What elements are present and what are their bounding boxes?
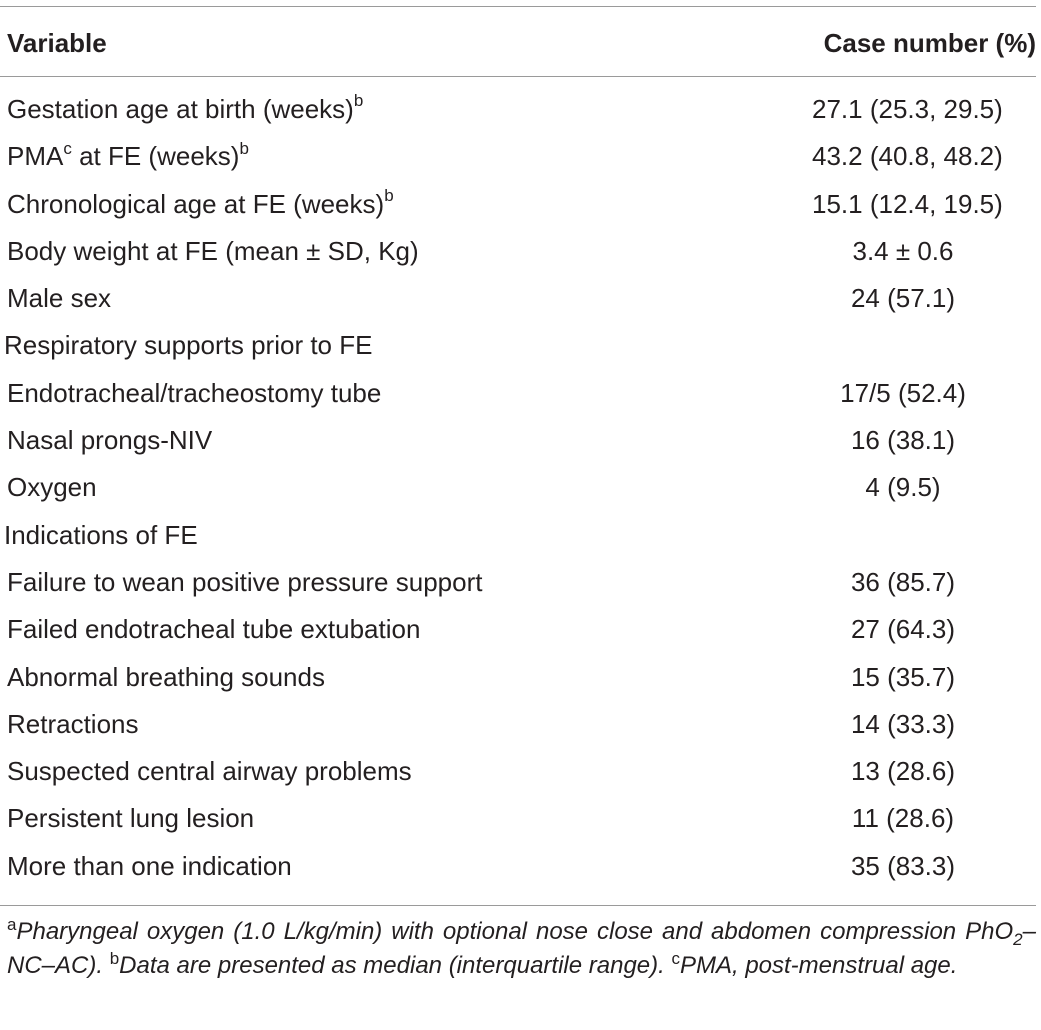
row-label: More than one indication [7, 850, 292, 881]
row-label: Oxygen [7, 472, 97, 503]
footnote-mark: c [63, 138, 72, 158]
table-row [0, 797, 1036, 844]
row-label: Failure to wean positive pressure support [7, 566, 483, 597]
row-label: Male sex [7, 283, 112, 314]
table-row [0, 608, 1036, 655]
table-row [0, 750, 1036, 797]
footnote-mark: b [239, 138, 249, 158]
table-row [0, 561, 1036, 608]
row-label: Gestation age at birth (weeks)$^b$ [7, 91, 364, 124]
table-bottom-rule [0, 905, 1036, 906]
row-label: Body weight at FE (mean ± SD, Kg) [7, 235, 419, 266]
footnote-b-mark: b [109, 949, 120, 968]
row-label: Persistent lung lesion [7, 803, 255, 834]
row-value: 35 (83.3) [850, 850, 956, 881]
footnote-a-subscript: 2 [1013, 929, 1023, 949]
table-row [0, 656, 1036, 703]
table-header [0, 6, 1036, 76]
row-label: Suspected central airway problems [7, 756, 412, 787]
header-variable: Variable [7, 28, 107, 58]
row-value: 24 (57.1) [850, 283, 956, 314]
table-row [0, 372, 1036, 419]
section-label: Indications of FE [4, 519, 198, 550]
row-value: 27.1 (25.3, 29.5) [812, 94, 1003, 124]
row-label: Nasal prongs-NIV [7, 425, 213, 456]
table-body [0, 88, 1036, 892]
footnote-c-text: PMA, post-menstrual age. [679, 952, 958, 979]
table-row [0, 277, 1036, 324]
row-value: 4 (9.5) [865, 472, 941, 503]
row-value: 14 (33.3) [850, 708, 956, 739]
row-value: 11 (28.6) [851, 803, 955, 834]
row-value: 15.1 (12.4, 19.5) [812, 188, 1003, 219]
row-value: 3.4 ± 0.6 [852, 235, 954, 266]
footnote-a-text: Pharyngeal oxygen (1.0 L/kg/min) with optional nose close and abdomen compression PhO [16, 918, 1014, 945]
table-row [0, 703, 1036, 750]
table-footnotes [7, 915, 1036, 983]
table-row [0, 183, 1036, 230]
footnote-b-text: Data are presented as median (interquartile range). [119, 952, 665, 979]
section-row [0, 514, 1036, 561]
header-case-number: Case number (%) [823, 28, 1036, 58]
footnote-a-text-end: –NC–AC). [7, 918, 1036, 979]
footnote-a-mark: a [7, 915, 17, 934]
footnote-c-mark: c [671, 949, 680, 968]
table-header-rule [0, 76, 1036, 77]
row-value: 27 (64.3) [850, 614, 956, 645]
table-row [0, 466, 1036, 513]
table-row [0, 845, 1036, 892]
section-label: Respiratory supports prior to FE [4, 330, 373, 361]
row-label: Endotracheal/tracheostomy tube [7, 377, 382, 408]
row-label: PMA$^c$ at FE (weeks)$^b$ [7, 138, 249, 172]
footnote-mark: b [353, 91, 364, 111]
row-value: 36 (85.7) [850, 566, 956, 597]
row-value: 13 (28.6) [850, 756, 956, 787]
row-label: Chronological age at FE (weeks)$^b$ [7, 185, 394, 219]
row-value: 17/5 (52.4) [840, 377, 966, 408]
table-row [0, 419, 1036, 466]
table-row [0, 88, 1036, 135]
row-value: 16 (38.1) [850, 425, 956, 456]
footnote-mark: b [384, 185, 394, 205]
table-row [0, 135, 1036, 182]
table-row [0, 230, 1036, 277]
row-label: Retractions [7, 708, 139, 739]
row-value: 43.2 (40.8, 48.2) [812, 141, 1003, 172]
row-value: 15 (35.7) [850, 661, 956, 692]
row-label: Abnormal breathing sounds [7, 661, 325, 692]
section-row [0, 324, 1036, 371]
row-label: Failed endotracheal tube extubation [7, 614, 421, 645]
